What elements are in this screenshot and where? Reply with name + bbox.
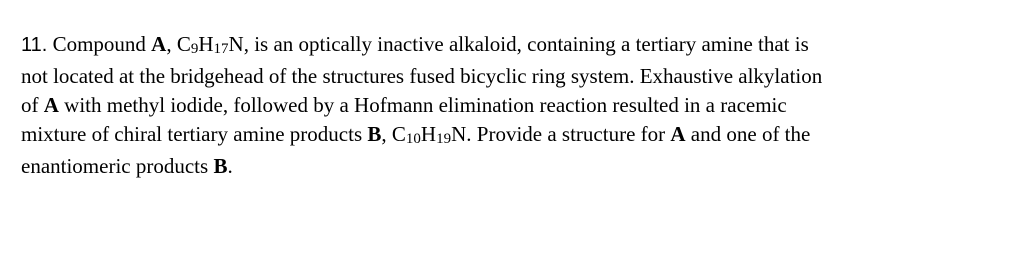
compound-a-label: A [151, 32, 167, 56]
formula-subscript: 10 [405, 131, 421, 147]
question-line-4: mixture of chiral tertiary amine products B, C10H19N. Provide a structure for A and one of the [21, 122, 811, 147]
question-number: 11. [21, 34, 48, 56]
question-line-3: of A with methyl iodide, followed by a Hofmann elimination reaction resulted in a racemic [21, 93, 787, 117]
question-text [21, 30, 996, 181]
compound-a-label: A [670, 122, 686, 146]
compound-b-label: B [213, 154, 228, 178]
formula-subscript: 19 [436, 131, 452, 147]
compound-a-label: A [43, 93, 59, 117]
formula-subscript: 9 [190, 41, 199, 57]
question-line-2: not located at the bridgehead of the structures fused bicyclic ring system. Exhaustive alkylation [21, 64, 823, 88]
compound-b-label: B [367, 122, 382, 146]
question-line-1: 11. Compound A, C9H17N, is an optically inactive alkaloid, containing a tertiary amine that is [21, 32, 809, 57]
question-line-5: enantiomeric products B. [21, 154, 233, 178]
formula-subscript: 17 [213, 41, 229, 57]
